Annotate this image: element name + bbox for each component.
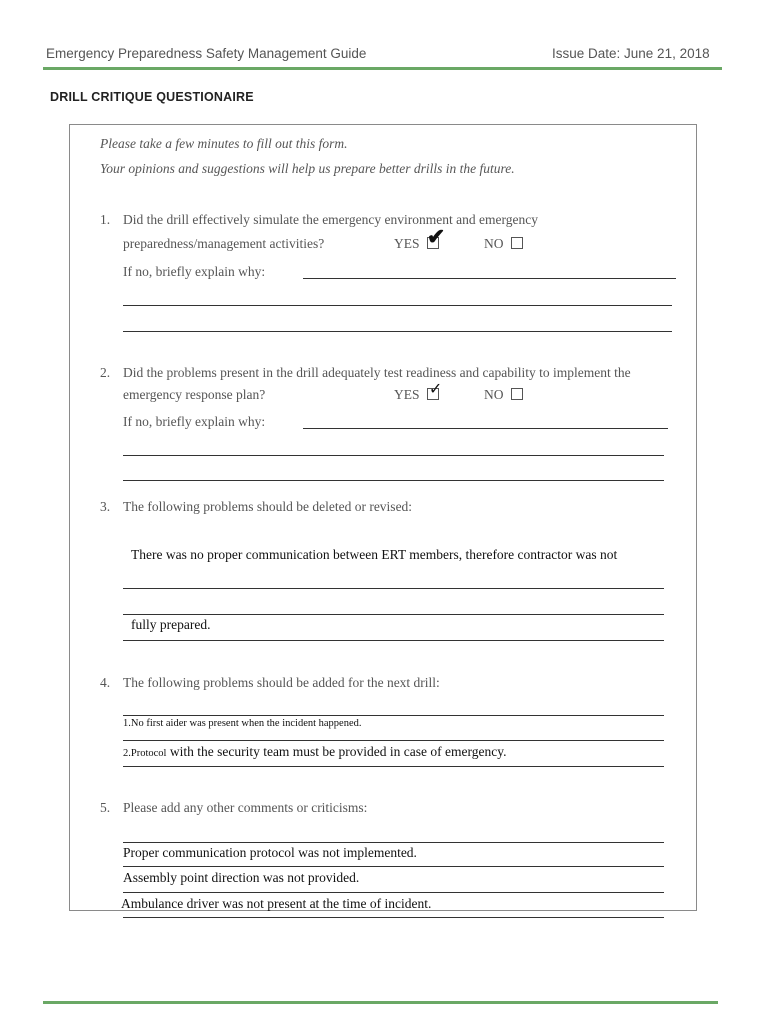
q5-answer-line-2: Assembly point direction was not provided. bbox=[123, 870, 360, 885]
q2-explain-label: If no, briefly explain why: bbox=[123, 414, 266, 429]
issue-date: Issue Date: June 21, 2018 bbox=[552, 46, 710, 61]
q5-answer-rule-4[interactable] bbox=[123, 917, 664, 918]
q1-text-line-2: preparedness/management activities? bbox=[123, 236, 325, 251]
q3-answer-rule-1[interactable] bbox=[123, 588, 664, 589]
q4-text: The following problems should be added for the next drill: bbox=[123, 675, 440, 690]
q4-answer-rest: with the security team must be provided in case of emergency. bbox=[166, 744, 507, 759]
q3-text: The following problems should be deleted or revised: bbox=[123, 499, 413, 514]
q5-answer-line-3: Ambulance driver was not present at the time of incident. bbox=[121, 896, 432, 911]
q1-yes-checkbox[interactable] bbox=[426, 224, 446, 249]
q4-answer-rule-3[interactable] bbox=[123, 766, 664, 767]
q2-no-checkbox[interactable] bbox=[511, 388, 523, 400]
q1-explain-label: If no, briefly explain why: bbox=[123, 264, 266, 279]
q3-answer-rule-2[interactable] bbox=[123, 614, 664, 615]
q2-yes-option[interactable] bbox=[394, 381, 443, 403]
q4-answer-rule-2[interactable] bbox=[123, 740, 664, 741]
q2-explain-line-3[interactable] bbox=[123, 480, 664, 481]
q1-explain-line-2[interactable] bbox=[123, 305, 672, 306]
q2-yes-checkbox[interactable] bbox=[427, 381, 443, 400]
q5-answer-rule-1[interactable] bbox=[123, 842, 664, 843]
intro-line-2: Your opinions and suggestions will help us prepare better drills in the future. bbox=[100, 161, 515, 176]
q3-answer-line-1: There was no proper communication between ERT members, therefore contractor was not bbox=[131, 547, 618, 562]
q2-text-line-2: emergency response plan? bbox=[123, 387, 266, 402]
q3-answer-line-2: fully prepared. bbox=[131, 617, 211, 632]
q2-explain-line-1[interactable] bbox=[303, 428, 668, 429]
q2-number: 2. bbox=[100, 365, 111, 380]
header-divider bbox=[43, 67, 722, 70]
q4-answer-prefix: 2.Protocol bbox=[123, 748, 167, 759]
checkmark-icon: ✔ bbox=[426, 224, 446, 249]
q1-yes-label: YES bbox=[394, 236, 420, 251]
q1-explain-line-1[interactable] bbox=[303, 278, 676, 279]
intro-line-1: Please take a few minutes to fill out this form. bbox=[100, 136, 348, 151]
q4-answer-line-2 bbox=[123, 743, 507, 761]
q5-answer-rule-3[interactable] bbox=[123, 892, 664, 893]
q1-number: 1. bbox=[100, 212, 111, 227]
q5-answer-rule-2[interactable] bbox=[123, 866, 664, 867]
guide-title: Emergency Preparedness Safety Management Guide bbox=[46, 46, 367, 61]
q4-number: 4. bbox=[100, 675, 111, 690]
checkmark-icon: ✓ bbox=[428, 381, 443, 398]
q1-text-line-1: Did the drill effectively simulate the emergency environment and emergency bbox=[123, 212, 538, 227]
q5-text: Please add any other comments or criticisms: bbox=[123, 800, 368, 815]
q1-no-label: NO bbox=[484, 236, 504, 251]
q2-no-label: NO bbox=[484, 387, 504, 402]
q3-number: 3. bbox=[100, 499, 111, 514]
q5-answer-line-1: Proper communication protocol was not implemented. bbox=[123, 845, 417, 860]
q2-yes-label: YES bbox=[394, 387, 420, 402]
q1-no-checkbox[interactable] bbox=[511, 237, 523, 249]
q2-text-line-1: Did the problems present in the drill adequately test readiness and capability to implement the bbox=[123, 365, 631, 380]
q4-answer-rule-1[interactable] bbox=[123, 715, 664, 716]
q1-explain-line-3[interactable] bbox=[123, 331, 672, 332]
q3-answer-rule-3[interactable] bbox=[123, 640, 664, 641]
q1-yes-option[interactable] bbox=[394, 224, 446, 252]
q2-explain-line-2[interactable] bbox=[123, 455, 664, 456]
footer-divider bbox=[43, 1001, 718, 1004]
q1-no-option[interactable] bbox=[484, 236, 523, 252]
form-title: DRILL CRITIQUE QUESTIONAIRE bbox=[50, 90, 254, 104]
q2-no-option[interactable] bbox=[484, 387, 523, 403]
q4-answer-line-1: 1.No first aider was present when the incident happened. bbox=[123, 718, 362, 729]
q5-number: 5. bbox=[100, 800, 111, 815]
